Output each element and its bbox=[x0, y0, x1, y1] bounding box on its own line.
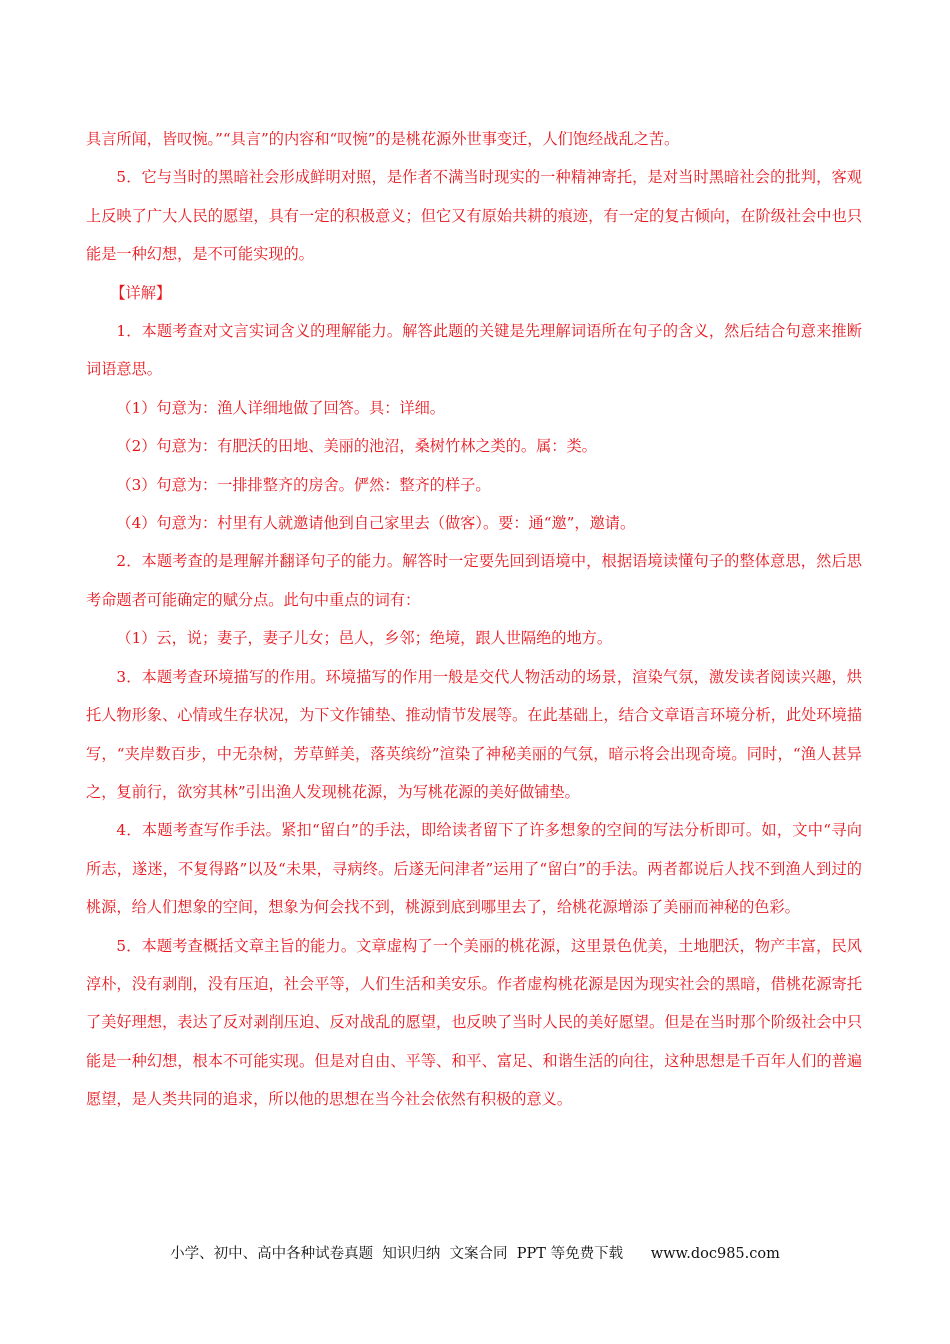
detail-3: 3．本题考查环境描写的作用。环境描写的作用一般是交代人物活动的场景，渲染气氛，激发读者阅读兴趣，烘托人物形象、心情或生存状况，为下文作铺垫、推动情节发展等。在此基础上，结合文章语言环境分析，此处环境描写，“夹岸数百步，中无杂树，芳草鲜美，落英缤纷”渲染了神秘美丽的气氛，暗示将会出现奇境。同时，“渔人甚异之，复前行，欲穷其林”引出渔人发现桃花源，为写桃花源的美好做铺垫。 bbox=[86, 667, 862, 801]
answer-5: 5．它与当时的黑暗社会形成鲜明对照，是作者不满当时现实的一种精神寄托，是对当时黑暗社会的批判，客观上反映了广大人民的愿望，具有一定的积极意义；但它又有原始共耕的痕迹，有一定的复古倾向，在阶级社会中也只能是一种幻想，是不可能实现的。 bbox=[86, 168, 862, 264]
page-footer: 小学、初中、高中各种试卷真题 知识归纳 文案合同 PPT 等免费下载 www.doc985.com bbox=[170, 1246, 780, 1262]
section-heading-detail: 【详解】 bbox=[110, 283, 172, 302]
detail-1-item-1: （1）句意为：渔人详细地做了回答。具：详细。 bbox=[116, 398, 445, 417]
document-body bbox=[86, 120, 862, 1119]
detail-5: 5．本题考查概括文章主旨的能力。文章虚构了一个美丽的桃花源，这里景色优美，土地肥沃，物产丰富，民风淳朴，没有剥削，没有压迫，社会平等，人们生活和美安乐。作者虚构桃花源是因为现实社会的黑暗，借桃花源寄托了美好理想，表达了反对剥削压迫、反对战乱的愿望，也反映了当时人民的美好愿望。但是在当时那个阶级社会中只能是一种幻想，根本不可能实现。但是对自由、平等、和平、富足、和谐生活的向往，这种思想是千百年人们的普遍愿望，是人类共同的追求，所以他的思想在当今社会依然有积极的意义。 bbox=[86, 936, 862, 1109]
detail-1: 1．本题考查对文言实词含义的理解能力。解答此题的关键是先理解词语所在句子的含义，然后结合句意来推断词语意思。 bbox=[86, 322, 862, 379]
detail-1-item-4: （4）句意为：村里有人就邀请他到自己家里去（做客）。要：通“邀”，邀请。 bbox=[116, 514, 636, 533]
detail-1-item-2: （2）句意为：有肥沃的田地、美丽的池沼，桑树竹林之类的。属：类。 bbox=[116, 437, 597, 456]
detail-4: 4．本题考查写作手法。紧扣“留白”的手法，即给读者留下了许多想象的空间的写法分析即可。如，文中“寻向所志，遂迷，不复得路”以及“未果，寻病终。后遂无问津者”运用了“留白”的手法。两者都说后人找不到渔人到过的桃源，给人们想象的空间，想象为何会找不到，桃源到底到哪里去了，给桃花源增添了美丽而神秘的色彩。 bbox=[86, 821, 862, 917]
answer-continuation: 具言所闻，皆叹惋。”“具言”的内容和“叹惋”的是桃花源外世事变迁，人们饱经战乱之苦。 bbox=[86, 130, 680, 148]
detail-2: 2．本题考查的是理解并翻译句子的能力。解答时一定要先回到语境中，根据语境读懂句子的整体意思，然后思考命题者可能确定的赋分点。此句中重点的词有： bbox=[86, 552, 862, 609]
detail-2-item-1: （1）云，说；妻子，妻子儿女；邑人，乡邻；绝境，跟人世隔绝的地方。 bbox=[116, 629, 613, 648]
detail-1-item-3: （3）句意为：一排排整齐的房舍。俨然：整齐的样子。 bbox=[116, 475, 491, 494]
